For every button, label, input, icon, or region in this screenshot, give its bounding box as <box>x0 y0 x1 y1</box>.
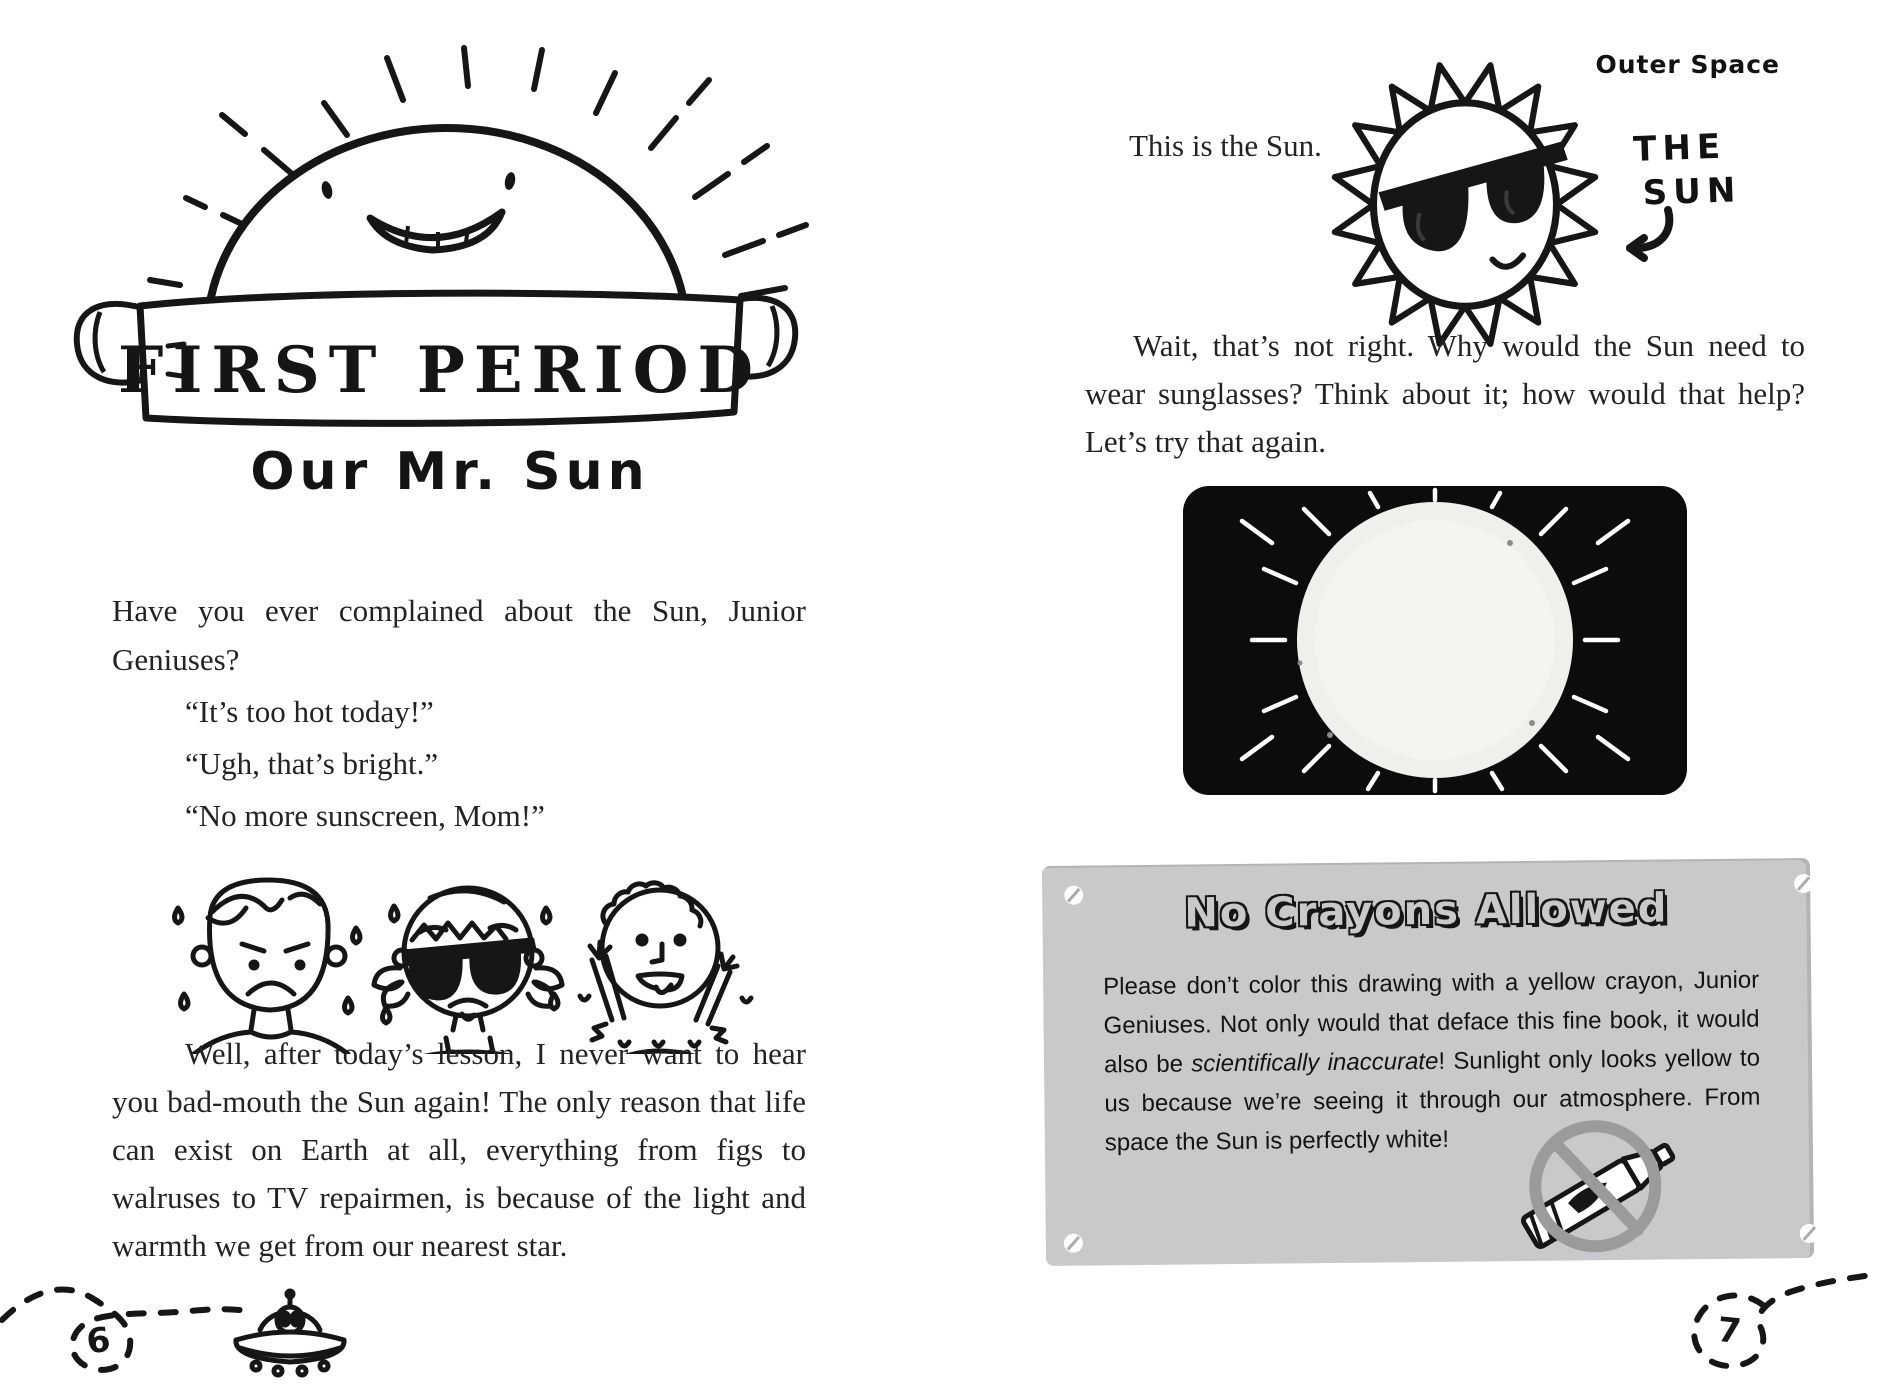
curved-arrow-icon <box>1614 206 1678 262</box>
sun-label-line: SUN <box>1642 170 1742 214</box>
callout-title: No Crayons Allowed <box>1184 885 1669 937</box>
sweaty-boy-icon <box>175 880 361 1054</box>
paragraph: Have you ever complained about the Sun, Junior Geniuses? <box>112 593 806 677</box>
quote-line: “Ugh, that’s bright.” <box>185 746 439 781</box>
banner-title: FIRST PERIOD <box>118 333 762 408</box>
page-trail-left <box>0 1268 430 1400</box>
chapter-title: Our Mr. Sun <box>250 442 650 502</box>
quote-list <box>185 686 545 842</box>
page-number: 7 <box>1715 1309 1744 1353</box>
sun-label-line: THE <box>1632 126 1727 170</box>
complaining-kids-illustration <box>150 846 765 1054</box>
callout-body-text: ! Sunlight only looks yellow to us because we’re seeing it through our atmosphere. From space the Sun is perfectly white! <box>1104 1044 1761 1157</box>
no-crayons-callout <box>1042 858 1814 1266</box>
intro-line: This is the Sun. <box>1129 128 1322 163</box>
rising-sun-illustration <box>40 40 830 442</box>
sun-label <box>1632 124 1742 216</box>
white-sun-core <box>1315 520 1555 760</box>
page-trail-right <box>1660 1240 1881 1395</box>
dashed-trail-icon <box>2 1289 240 1369</box>
callout-body-text: Please don’t color this drawing with a yellow crayon, Junior Geniuses. Not only would that deface this fine book, it would also be <box>1103 966 1760 1079</box>
page-number: 6 <box>83 1319 113 1363</box>
quote-line: “It’s too hot today!” <box>185 694 434 729</box>
running-header: Outer Space <box>1595 50 1780 79</box>
space-sun-illustration <box>1180 483 1690 798</box>
sunglasses-sun-illustration <box>1295 52 1635 347</box>
ufo-icon <box>236 1291 344 1375</box>
quote-line: “No more sunscreen, Mom!” <box>185 798 545 833</box>
screw-icon <box>1064 1234 1083 1253</box>
callout-body-italic: scientifically inaccurate <box>1191 1047 1439 1078</box>
paragraph: Well, after today’s lesson, I never want to hear you bad-mouth the Sun again! The only reason that life can exist on Earth at all, everything from figs to walruses to TV repairmen, is because of the light and warmth we get from our nearest star. <box>112 1036 806 1263</box>
waving-boy-icon <box>580 883 751 1054</box>
no-crayon-icon <box>1493 1117 1704 1259</box>
paragraph: Wait, that’s not right. Why would the Sun need to wear sunglasses? Think about it; how would that help? Let’s try that again. <box>1085 328 1805 459</box>
